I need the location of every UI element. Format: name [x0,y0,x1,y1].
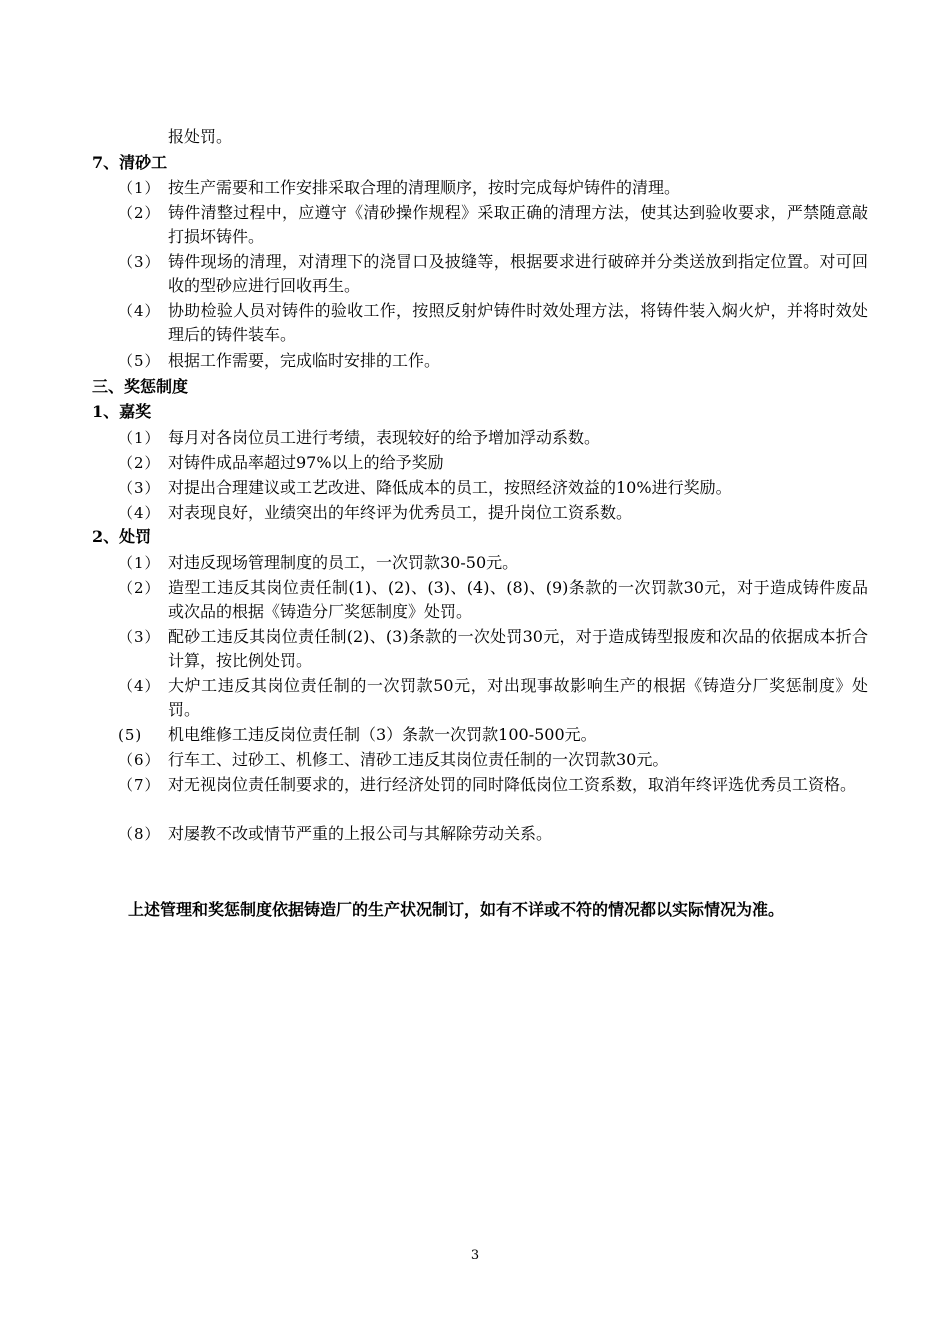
list-item-text: 根据工作需要，完成临时安排的工作。 [168,351,441,370]
list-item-number: （1） [118,554,161,572]
list-item-number: （5） [118,352,161,370]
list-item-number: （4） [118,677,161,695]
list-item-text: 协助检验人员对铸件的验收工作，按照反射炉铸件时效处理方法，将铸件装入焖火炉，并将时效处理后的铸件装车。 [168,301,868,344]
list-item-text: 铸件现场的清理，对清理下的浇冒口及披缝等，根据要求进行破碎并分类送放到指定位置。对可回收的型砂应进行回收再生。 [168,252,868,295]
list-item-number: （4） [118,504,161,522]
list-item-number: （4） [118,302,161,320]
list-item-text: 铸件清整过程中，应遵守《清砂操作规程》采取正确的清理方法，使其达到验收要求，严禁随意敲打损坏铸件。 [168,203,868,246]
list-item-number: （3） [118,628,161,646]
list-item-text: 造型工违反其岗位责任制(1)、(2)、(3)、(4)、(8)、(9)条款的一次罚款30元，对于造成铸件废品或次品的根据《铸造分厂奖惩制度》处罚。 [168,578,868,621]
page-number: 3 [470,1248,480,1263]
list-item-number: （2） [118,454,161,472]
list-item-number: （1） [118,429,161,447]
list-item-text: 对提出合理建议或工艺改进、降低成本的员工，按照经济效益的10%进行奖励。 [168,478,732,497]
list-item-number: （3） [118,253,161,271]
list-item-number: （7） [118,776,161,794]
section-heading-rewards-penalties: 三、奖惩制度 [92,377,189,396]
continuation-text: 报处罚。 [168,127,233,146]
subsection-heading-rewards: 1、嘉奖 [92,402,152,421]
list-item-text: 对表现良好，业绩突出的年终评为优秀员工，提升岗位工资系数。 [168,503,633,522]
list-item-number: (5) [118,726,143,744]
list-item-text: 对铸件成品率超过97%以上的给予奖励 [168,453,444,472]
list-item-text: 机电维修工违反岗位责任制（3）条款一次罚款100-500元。 [168,725,597,744]
list-item-text: 对无视岗位责任制要求的，进行经济处罚的同时降低岗位工资系数，取消年终评选优秀员工资格。 [168,775,857,794]
list-item-text: 行车工、过砂工、机修工、清砂工违反其岗位责任制的一次罚款30元。 [168,750,669,769]
list-item-text: 大炉工违反其岗位责任制的一次罚款50元，对出现事故影响生产的根据《铸造分厂奖惩制度》处罚。 [168,676,868,719]
list-item-number: （3） [118,479,161,497]
list-item-number: （8） [118,825,161,843]
list-item-number: （1） [118,179,161,197]
list-item-number: （2） [118,204,161,222]
section-heading-sand-cleaner: 7、清砂工 [92,153,168,172]
list-item-text: 对屡教不改或情节严重的上报公司与其解除劳动关系。 [168,824,553,843]
list-item-text: 配砂工违反其岗位责任制(2)、(3)条款的一次处罚30元，对于造成铸型报废和次品的依据成本折合计算，按比例处罚。 [168,627,868,670]
list-item-text: 对违反现场管理制度的员工，一次罚款30-50元。 [168,553,519,572]
list-item-number: （2） [118,579,161,597]
list-item-text: 每月对各岗位员工进行考绩，表现较好的给予增加浮动系数。 [168,428,601,447]
list-item-number: （6） [118,751,161,769]
closing-statement: 上述管理和奖惩制度依据铸造厂的生产状况制订，如有不详或不符的情况都以实际情况为准。 [128,900,785,919]
subsection-heading-penalties: 2、处罚 [92,527,152,546]
list-item-text: 按生产需要和工作安排采取合理的清理顺序，按时完成每炉铸件的清理。 [168,178,681,197]
